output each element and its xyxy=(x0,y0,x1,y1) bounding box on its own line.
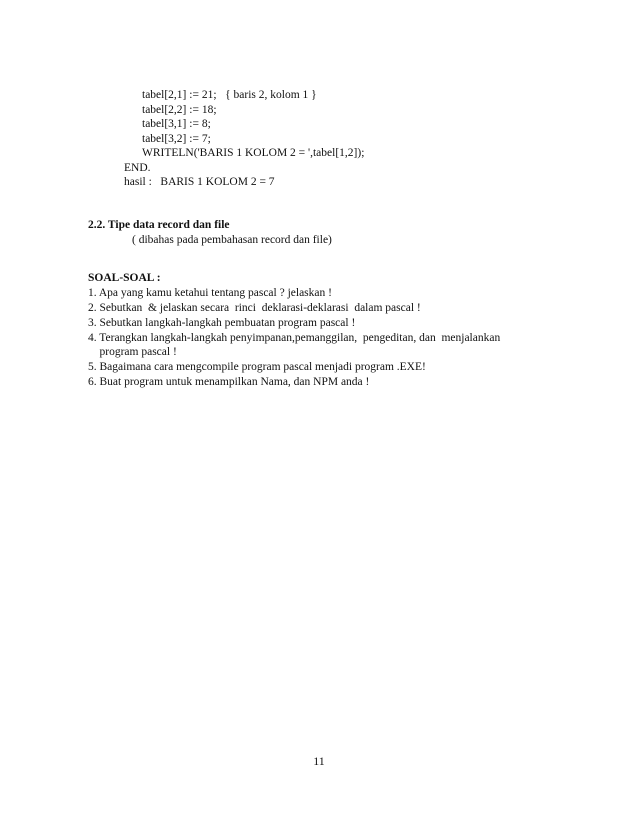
code-line-3: tabel[3,1] := 8; xyxy=(142,118,211,130)
question-item: 5. Bagaimana cara mengcompile program pascal menjadi program .EXE! xyxy=(88,361,426,373)
question-item: 6. Buat program untuk menampilkan Nama, dan NPM anda ! xyxy=(88,376,370,388)
page-number: 11 xyxy=(313,754,325,768)
question-item: 3. Sebutkan langkah-langkah pembuatan program pascal ! xyxy=(88,317,356,329)
code-line-1: tabel[2,1] := 21; { baris 2, kolom 1 } xyxy=(142,89,317,101)
section-note: ( dibahas pada pembahasan record dan file) xyxy=(132,234,332,246)
question-item: 4. Terangkan langkah-langkah penyimpanan,pemanggilan, pengeditan, dan menjalankan xyxy=(88,332,501,344)
question-item: 2. Sebutkan & jelaskan secara rinci deklarasi-deklarasi dalam pascal ! xyxy=(88,302,421,314)
question-item: 1. Apa yang kamu ketahui tentang pascal ? jelaskan ! xyxy=(88,287,332,299)
result-line: hasil : BARIS 1 KOLOM 2 = 7 xyxy=(124,176,275,188)
code-line-2: tabel[2,2] := 18; xyxy=(142,104,217,116)
question-item-continuation: program pascal ! xyxy=(88,346,177,358)
code-end-line: END. xyxy=(124,162,151,174)
code-line-4: tabel[3,2] := 7; xyxy=(142,133,211,145)
section-heading: 2.2. Tipe data record dan file xyxy=(88,219,230,231)
questions-heading: SOAL-SOAL : xyxy=(88,272,161,284)
code-line-5: WRITELN('BARIS 1 KOLOM 2 = ',tabel[1,2]); xyxy=(142,147,365,159)
